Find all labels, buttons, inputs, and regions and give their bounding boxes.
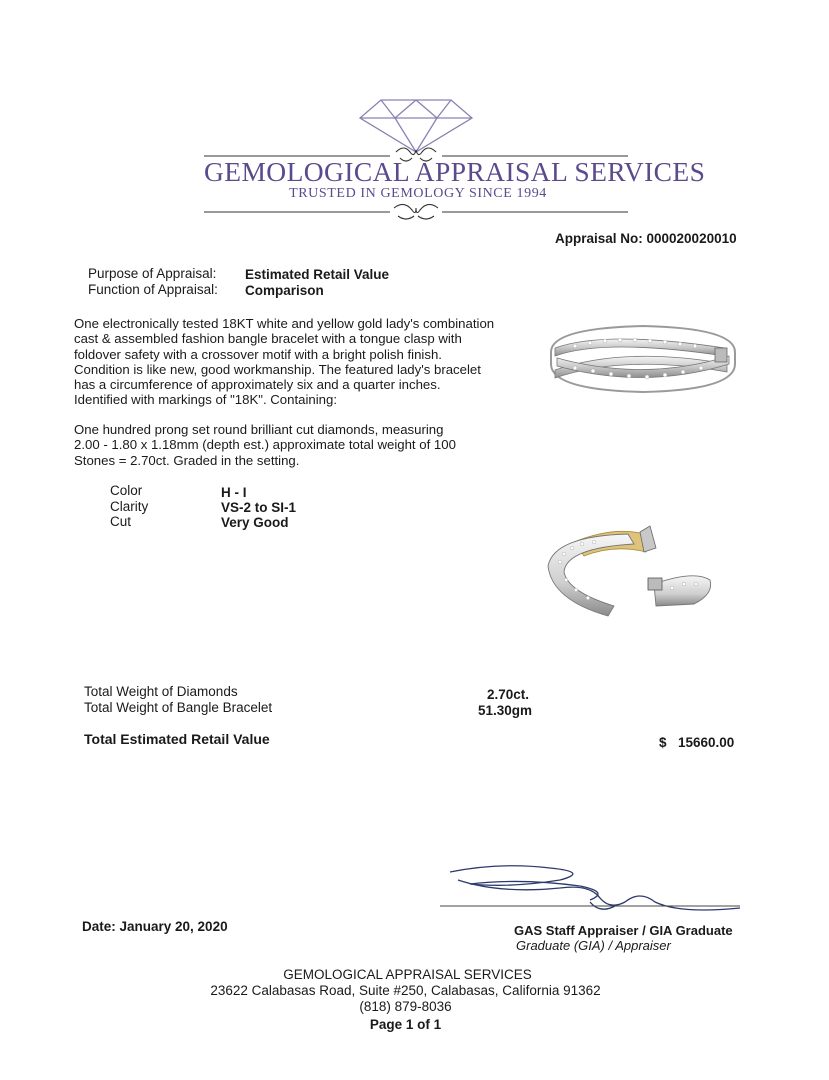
- diamonds-weight-value: 2.70ct.: [487, 687, 530, 702]
- description-line: One electronically tested 18KT white and yellow gold lady's combination: [74, 316, 495, 331]
- diamond-line: 2.00 - 1.80 x 1.18mm (depth est.) approximate total weight of 100: [74, 437, 456, 453]
- purpose-value: Estimated Retail Value: [245, 267, 390, 282]
- retail-value-label: Total Estimated Retail Value: [84, 731, 270, 747]
- description-line: cast & assembled fashion bangle bracelet with a tongue clasp with: [74, 331, 462, 347]
- appraiser-title: GAS Staff Appraiser / GIA Graduate: [514, 923, 733, 938]
- appraiser-subtitle: Graduate (GIA) / Appraiser: [516, 938, 671, 953]
- footer-company: GEMOLOGICAL APPRAISAL SERVICES: [283, 967, 532, 982]
- purpose-label: Purpose of Appraisal:: [88, 266, 217, 281]
- item-description: [74, 316, 534, 408]
- appraisal-date: Date: January 20, 2020: [82, 919, 228, 934]
- description-line: has a circumference of approximately six and a quarter inches.: [74, 377, 441, 393]
- bracelet-weight-value: 51.30gm: [478, 703, 533, 718]
- cut-value: Very Good: [221, 515, 289, 530]
- cut-label: Cut: [110, 514, 132, 529]
- bracelet-photo-front: [545, 318, 741, 398]
- clarity-label: Clarity: [110, 499, 149, 514]
- appraiser-signature: [440, 858, 750, 918]
- description-line: foldover safety with a crossover motif with a bright polish finish.: [74, 346, 442, 362]
- footer-phone: (818) 879-8036: [359, 999, 452, 1014]
- company-tagline: TRUSTED IN GEMOLOGY SINCE 1994: [289, 186, 547, 201]
- description-line: Identified with markings of "18K". Containing:: [74, 392, 337, 408]
- diamond-description: [74, 422, 534, 468]
- footer-page-number: Page 1 of 1: [369, 1017, 442, 1032]
- function-label: Function of Appraisal:: [88, 282, 218, 297]
- footer-address: 23622 Calabasas Road, Suite #250, Calabasas, California 91362: [210, 983, 601, 998]
- color-label: Color: [110, 483, 143, 498]
- appraisal-number: Appraisal No: 000020020010: [555, 231, 737, 246]
- bracelet-weight-label: Total Weight of Bangle Bracelet: [84, 700, 273, 715]
- retail-value-amount: 15660.00: [678, 735, 735, 750]
- function-value: Comparison: [245, 283, 324, 298]
- currency-symbol: $: [659, 735, 667, 750]
- color-value: H - I: [221, 485, 247, 500]
- diamonds-weight-label: Total Weight of Diamonds: [84, 684, 238, 699]
- clarity-value: VS-2 to SI-1: [221, 500, 297, 515]
- description-line: Condition is like new, good workmanship. The featured lady's bracelet: [74, 361, 481, 377]
- diamond-line: One hundred prong set round brilliant cut diamonds, measuring: [74, 422, 444, 437]
- company-name: GEMOLOGICAL APPRAISAL SERVICES: [204, 156, 706, 187]
- diamond-line: Stones = 2.70ct. Graded in the setting.: [74, 452, 300, 468]
- bracelet-photo-open: [544, 522, 716, 622]
